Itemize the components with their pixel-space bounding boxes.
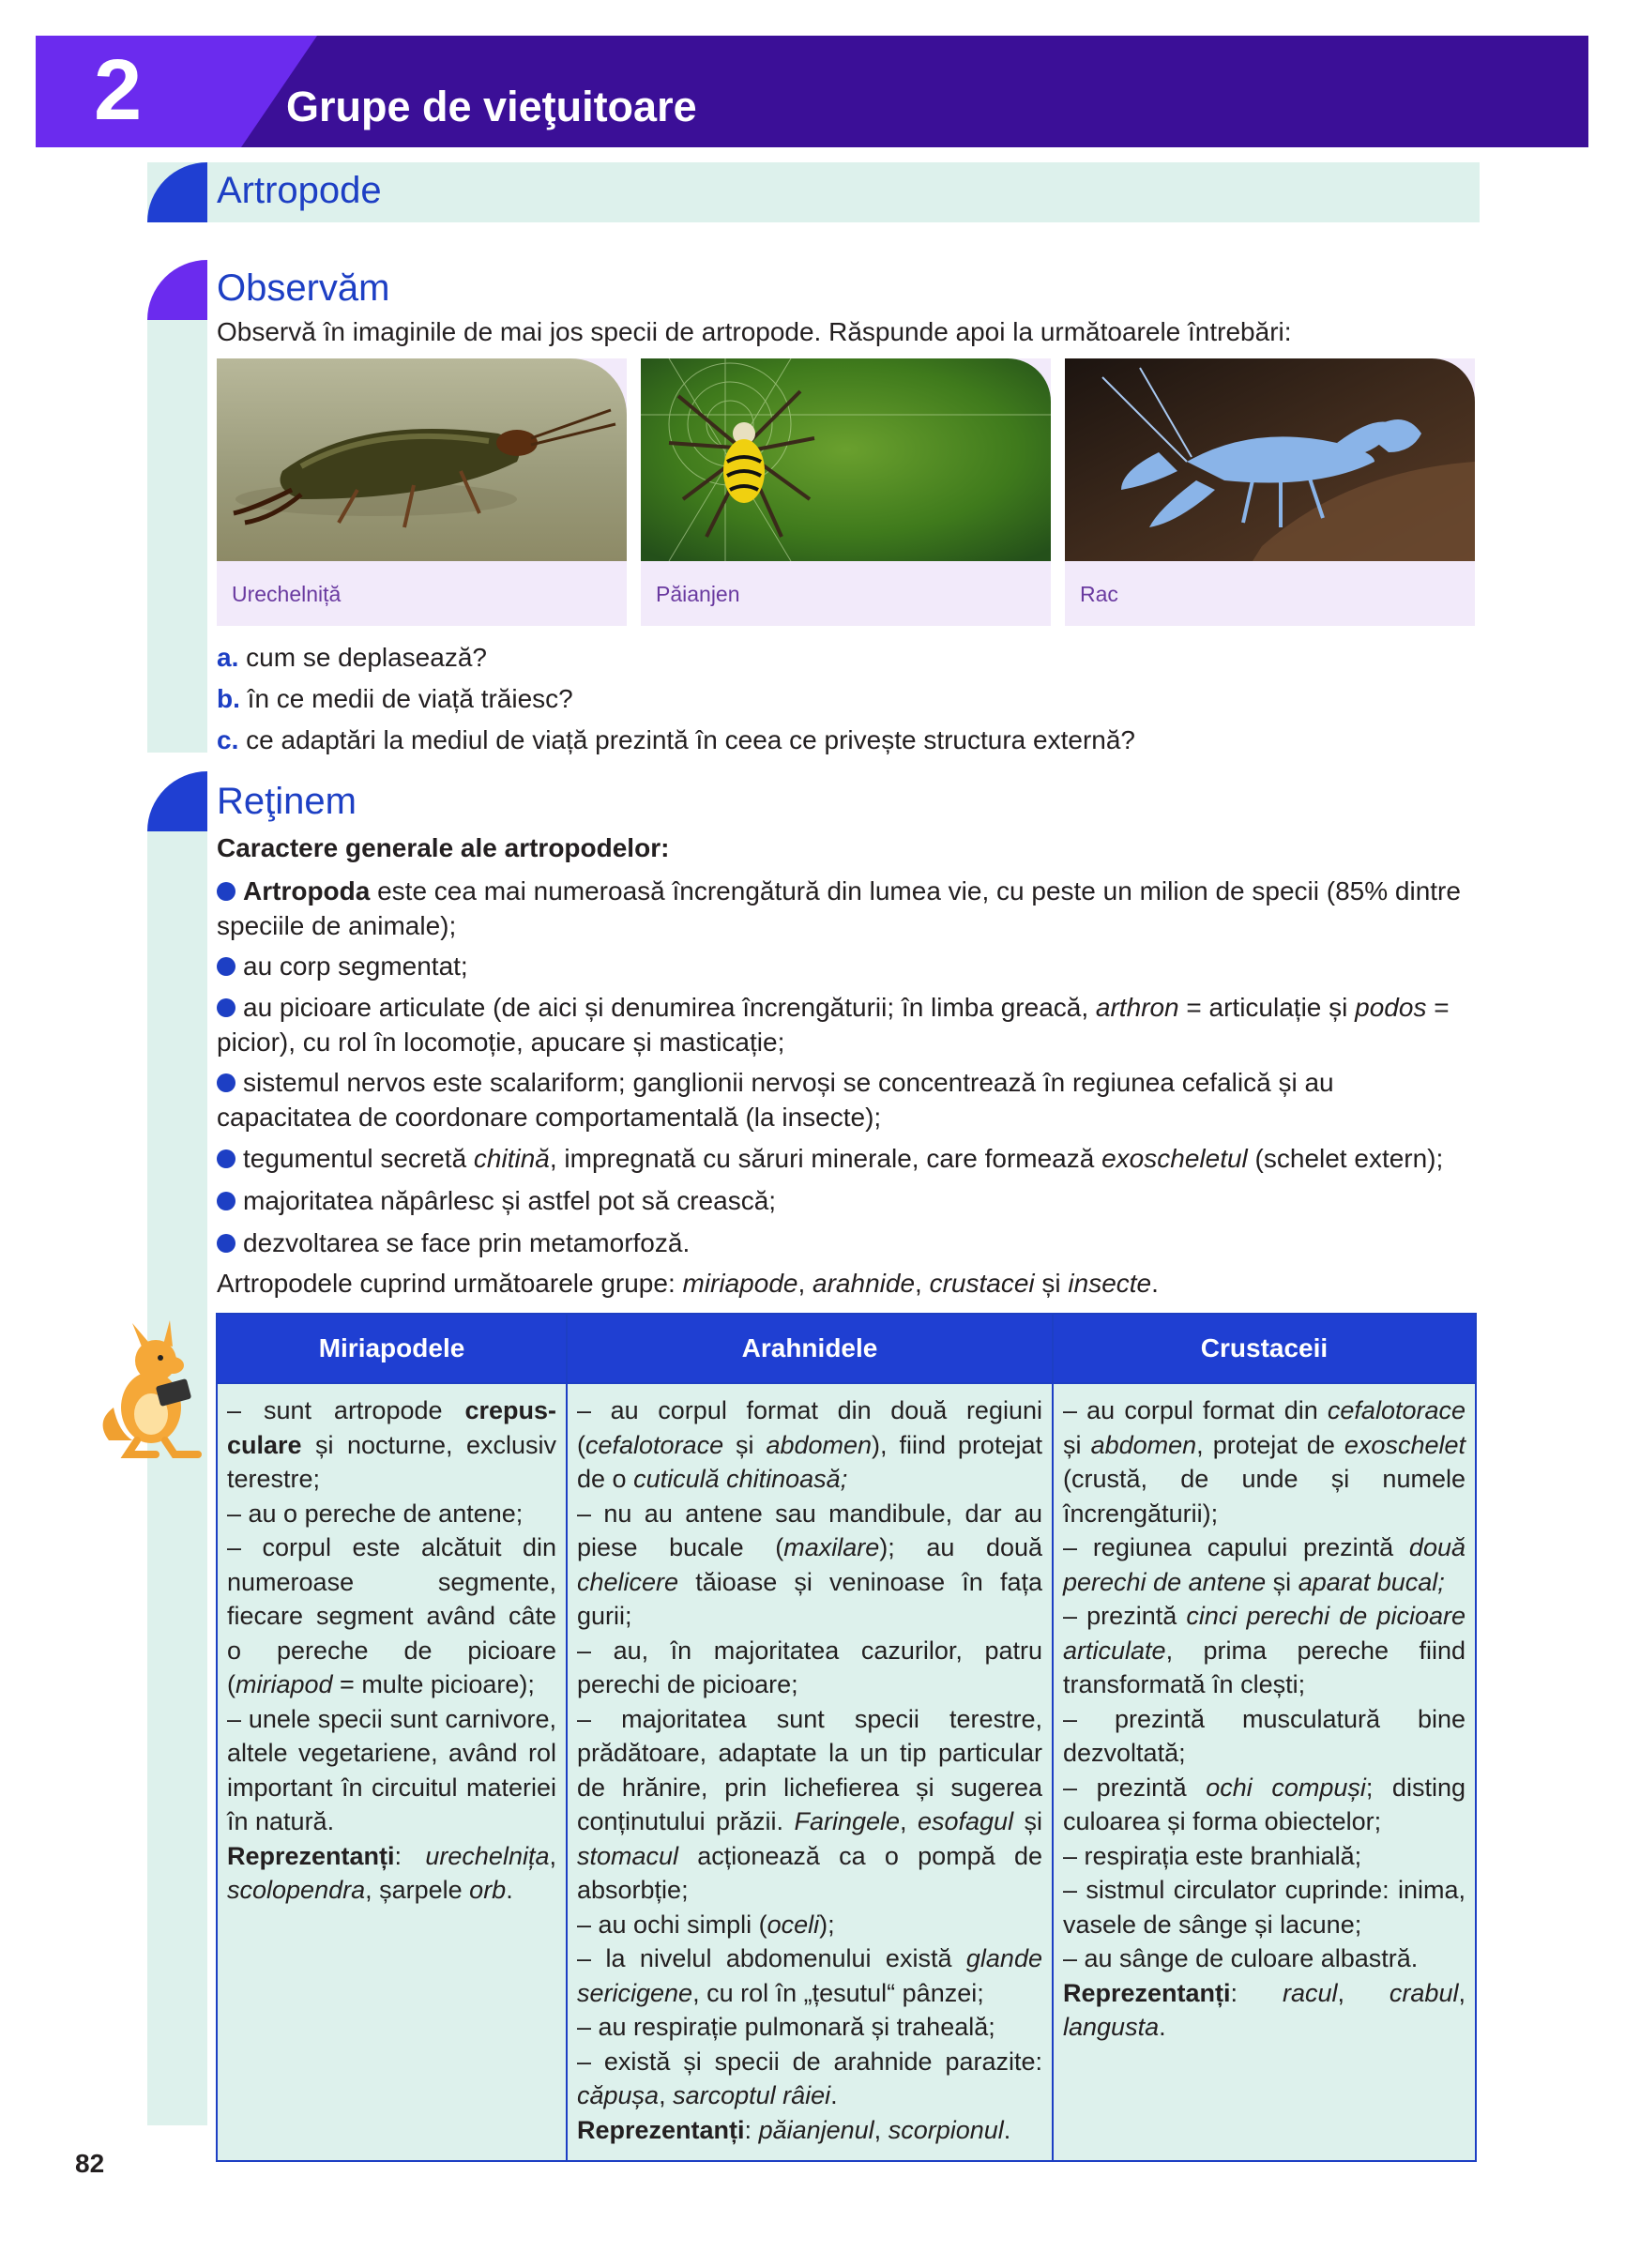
chapter-title: Grupe de vieţuitoare [286,83,697,130]
retinem-tab [147,771,207,831]
question-text: cum se deplasează? [246,643,487,672]
bullet-dot [217,1073,235,1092]
question-c [217,725,1135,755]
table-cell-arahnide: – au corpul format din două regiuni (cefalotorace și abdomen), fiind protejat de o cuticulă chitinoasă; – nu au antene sau mandibule, dar au piese bucale (maxilare); au două chelicere tăioase și veninoase în fața gurii; – au, în majoritatea cazurilor, patru perechi de picioare; – majoritatea sunt specii terestre, prădătoare, adaptate la un tip particular de hrănire, prin lichefierea și sugerea conținutului prăzii. Faringele, esofagul și stomacul acționează ca o pompă de absorbție; – au ochi simpli (oceli); – la nivelul abdomenului există glande sericigene, cu rol în „țesutul“ pânzei; – au respirație pulmonară și traheală; – există și specii de arahnide parazite: căpușa, sarcoptul râiei. Reprezentanți: păianjenul, scorpionul. [567,1383,1053,2161]
arthropod-groups-table [216,1313,1477,2162]
photo-caption-crayfish: Rac [1080,582,1118,606]
bullet-item [217,990,1474,1059]
photo-caption-spider: Păianjen [656,582,740,606]
bullet-dot [217,998,235,1017]
observam-intro: Observă în imaginile de mai jos specii de artropode. Răspunde apoi la următoarele întrebări: [217,317,1292,346]
photo-card-spider [641,358,1051,626]
representatives-label: Reprezentanți [577,2115,745,2144]
bullet-text: = articulație și [1178,993,1356,1022]
chapter-number: 2 [94,42,143,138]
bullet-text: = picior), cu rol în locomoție, apucare și masticație; [217,993,1450,1057]
bullet-italic: exoscheletul [1101,1144,1248,1173]
observam-tab [147,260,207,320]
question-text: în ce medii de viață trăiesc? [247,684,573,713]
bullet-italic: chitină [473,1144,550,1173]
table-header-row [217,1314,1476,1383]
section-tab [147,162,207,222]
table-cell-miriapode: – sunt artropode crepusculare și nocturne, exclusiv terestre; – au o pereche de antene; – corpul este alcătuit din numeroase segmente, fiecare segment având câte o pereche de picioare (miriapod = multe picioare); – unele specii sunt carnivore, altele vegetariene, având rol important în circuitul materiei în natură. Reprezentanți: urechelnița, scolopendra, șarpele orb. [217,1383,567,2161]
bullet-item [217,1225,1474,1260]
bullet-item [217,1141,1474,1176]
groups-text: Artropodele cuprind următoarele grupe: [217,1269,683,1298]
groups-text: și [1034,1269,1069,1298]
bullet-dot [217,1234,235,1253]
retinem-subheading: Caractere generale ale artropodelor: [217,833,670,862]
chapter-number-block [36,36,317,147]
crayfish-photo [1065,358,1475,561]
group-name: crustacei [929,1269,1035,1298]
group-name: arahnide [812,1269,916,1298]
spider-photo [641,358,1051,561]
bullet-dot [217,882,235,901]
bullet-dot [217,957,235,976]
bullet-text: majoritatea năpârlesc și astfel pot să crească; [243,1186,777,1215]
bullet-bold: Artropoda [243,876,371,906]
bullet-text: au picioare articulate (de aici și denumirea încrengăturii; în limba greacă, [243,993,1096,1022]
question-a [217,643,487,673]
table-row [217,1383,1476,2161]
representatives-label: Reprezentanți [227,1841,395,1870]
photo-card-crayfish [1065,358,1475,626]
bullet-dot [217,1192,235,1210]
retinem-heading: Reţinem [217,781,357,822]
question-text: ce adaptări la mediul de viață prezintă în ceea ce privește structura externă? [246,725,1135,754]
question-letter: a. [217,643,239,672]
bullet-text: , impregnată cu săruri minerale, care formează [549,1144,1102,1173]
bullet-text: este cea mai numeroasă încrengătură din lumea vie, cu peste un milion de specii (85% dintre speciile de animale); [217,876,1461,940]
bullet-italic: podos [1355,993,1427,1022]
table-cell-crustacei: – au corpul format din cefalotorace și abdomen, protejat de exoschelet (crustă, de unde și numele încrengăturii); – regiunea capului prezintă două perechi de antene și aparat bucal; – prezintă cinci perechi de picioare articulate, prima pereche fiind transformată în clești; – prezintă musculatură bine dezvoltată; – prezintă ochi compuși; disting culoarea și forma obiectelor; – respirația este branhială; – sistmul circulator cuprinde: inima, vasele de sânge și lacune; – au sânge de culoare albastră. Reprezentanți: racul, crabul, langusta. [1053,1383,1476,2161]
photo-caption-earwig: Urechelniță [232,582,342,606]
group-name: insecte [1068,1269,1152,1298]
bullet-item [217,1183,1474,1218]
bullet-text: au corp segmentat; [243,951,468,981]
group-name: miriapode [682,1269,798,1298]
observam-heading: Observăm [217,267,390,309]
table-header-miriapode: Miriapodele [217,1314,567,1383]
earwig-photo [217,358,627,561]
question-letter: b. [217,684,240,713]
photo-card-earwig [217,358,627,626]
section-title: Artropode [217,170,382,211]
bullet-dot [217,1149,235,1168]
page-number: 82 [75,2149,105,2178]
bullet-text: sistemul nervos este scalariform; ganglionii nervoși se concentrează în regiunea cefalică și au capacitatea de coordonare comportamentală (la insecte); [217,1068,1334,1132]
question-b [217,684,573,714]
observam-stripe [147,319,207,753]
bullet-text: (schelet extern); [1247,1144,1444,1173]
chapter-header [36,36,1588,147]
groups-text: . [1151,1269,1159,1298]
kangaroo-mascot-icon [90,1318,212,1459]
groups-line: Artropodele cuprind următoarele grupe: miriapode, arahnide, crustacei și insecte. [217,1269,1159,1298]
section-bar [147,162,1480,222]
table-header-arahnide: Arahnidele [567,1314,1053,1383]
question-letter: c. [217,725,239,754]
bullet-item [217,949,1474,983]
table-header-crustacei: Crustaceii [1053,1314,1476,1383]
bullet-italic: arthron [1095,993,1179,1022]
bullet-item [217,874,1474,943]
bullet-text: dezvoltarea se face prin metamorfoză. [243,1228,691,1257]
bullet-item [217,1065,1474,1134]
bullet-text: tegumentul secretă [243,1144,474,1173]
representatives-label: Reprezentanți [1063,1978,1231,2007]
retinem-stripe [147,830,207,2125]
